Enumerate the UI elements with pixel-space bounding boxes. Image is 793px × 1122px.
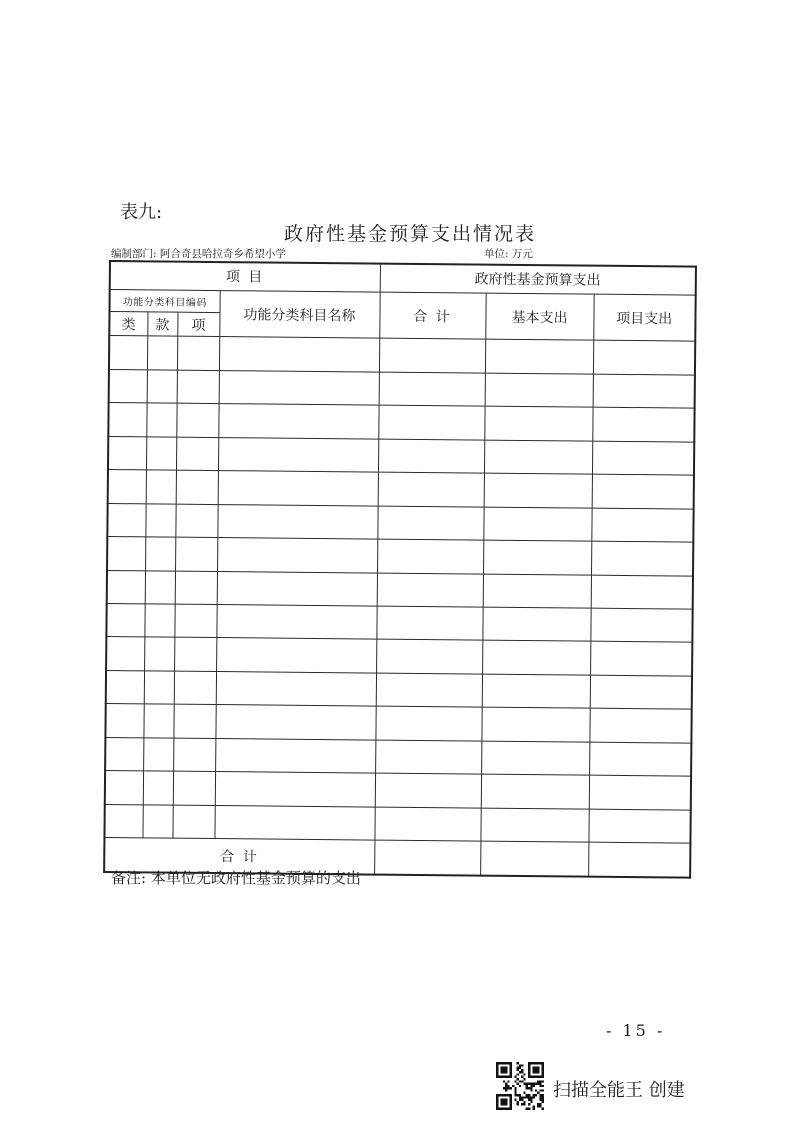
table-cell: [378, 472, 484, 506]
table-cell: [174, 638, 216, 672]
table-cell: [173, 738, 215, 772]
table-cell: [485, 340, 593, 374]
header-project: 项 目: [110, 261, 380, 292]
table-cell: [593, 341, 695, 375]
table-cell: [374, 807, 480, 841]
table-row: [105, 771, 691, 810]
table-cell: [174, 671, 216, 705]
table-cell: [177, 370, 219, 404]
table-cell: [378, 405, 484, 439]
table-cell: [375, 740, 481, 774]
table-cell: [143, 704, 173, 738]
table-row: [104, 804, 690, 843]
page-number: - 15 -: [606, 1021, 666, 1040]
table-row: [108, 403, 694, 442]
table-row: [106, 603, 692, 642]
table-row: [107, 503, 693, 542]
unit-label: 单位: 万元: [484, 248, 533, 260]
table-cell: [146, 470, 176, 504]
header-total: 合 计: [379, 292, 485, 340]
table-cell: [379, 339, 485, 373]
header-item: 项目支出: [593, 294, 695, 342]
table-cell: [216, 671, 376, 706]
table-cell: [173, 704, 215, 738]
table-cell: [147, 336, 177, 370]
table-cell: [591, 541, 693, 575]
table-cell: [147, 370, 177, 404]
table-cell: [377, 506, 483, 540]
table-cell: [219, 337, 379, 372]
table-cell: [589, 742, 691, 776]
table-cell: [217, 504, 377, 539]
table-cell: [376, 606, 482, 640]
table-cell: [176, 470, 218, 504]
table-cell: [108, 436, 146, 470]
budget-table: [103, 260, 695, 879]
total-label: 合 计: [104, 837, 374, 874]
table-cell: [217, 538, 377, 573]
header-budget: 政府性基金预算支出: [380, 264, 696, 295]
table-cell: [143, 738, 173, 772]
table-cell: [145, 570, 175, 604]
table-cell: [145, 504, 175, 538]
table-cell: [144, 604, 174, 638]
header-lei: 类: [109, 312, 147, 337]
table-cell: [174, 604, 216, 638]
table-cell: [146, 403, 176, 437]
table-cell: [105, 771, 143, 805]
table-cell: [218, 471, 378, 506]
table-cell: [173, 771, 215, 805]
table-cell: [481, 707, 589, 741]
table-cell: [588, 842, 690, 877]
table-cell: [107, 570, 145, 604]
remark-note: 备注: 本单位无政府性基金预算的支出: [111, 869, 361, 887]
table-cell: [214, 805, 374, 840]
table-cell: [106, 670, 144, 704]
table-cell: [590, 608, 692, 642]
table-cell: [379, 372, 485, 406]
table-cell: [107, 503, 145, 537]
table-cell: [175, 571, 217, 605]
table-cell: [374, 840, 480, 876]
header-name: 功能分类科目名称: [219, 290, 379, 338]
table-cell: [484, 440, 592, 474]
table-row: [108, 470, 694, 509]
table-cell: [590, 642, 692, 676]
table-row: [105, 737, 691, 776]
table-row: [106, 670, 692, 709]
table-cell: [378, 439, 484, 473]
table-cell: [483, 574, 591, 608]
table-cell: [142, 804, 172, 838]
table-cell: [483, 507, 591, 541]
table-cell: [483, 540, 591, 574]
table-row: [107, 537, 693, 576]
table-cell: [481, 774, 589, 808]
table-cell: [375, 773, 481, 807]
table-cell: [591, 508, 693, 542]
table-cell: [376, 673, 482, 707]
table-cell: [215, 705, 375, 740]
table-cell: [482, 607, 590, 641]
table-cell: [482, 674, 590, 708]
table-cell: [109, 336, 147, 370]
table-cell: [216, 638, 376, 673]
table-cell: [484, 406, 592, 440]
table-cell: [145, 537, 175, 571]
table-cell: [485, 373, 593, 407]
header-kuan: 款: [147, 312, 177, 337]
header-xiang: 项: [177, 312, 219, 337]
table-cell: [589, 775, 691, 809]
table-cell: [592, 441, 694, 475]
table-cell: [376, 639, 482, 673]
department-label: 编制部门: 阿合奇县哈拉奇乡希望小学: [111, 248, 286, 260]
table-label: 表九:: [120, 202, 163, 223]
table-cell: [215, 772, 375, 807]
table-row: [109, 336, 695, 375]
table-cell: [216, 605, 376, 640]
table-cell: [215, 738, 375, 773]
table-cell: [105, 737, 143, 771]
table-cell: [177, 337, 219, 371]
table-row: [105, 704, 691, 743]
table-cell: [219, 370, 379, 405]
table-cell: [588, 809, 690, 843]
table-cell: [592, 407, 694, 441]
table-cell: [108, 470, 146, 504]
header-code: 功能分类科目编码: [110, 289, 220, 312]
table-cell: [105, 704, 143, 738]
table-cell: [591, 575, 693, 609]
table-cell: [108, 403, 146, 437]
table-cell: [589, 708, 691, 742]
table-cell: [377, 539, 483, 573]
table-cell: [218, 404, 378, 439]
table-row: [108, 436, 694, 475]
table-cell: [482, 640, 590, 674]
table-row: [106, 637, 692, 676]
table-cell: [481, 741, 589, 775]
table-row: [107, 570, 693, 609]
table-cell: [176, 437, 218, 471]
table-cell: [217, 571, 377, 606]
page-title: 政府性基金预算支出情况表: [284, 223, 537, 245]
scanner-watermark: 扫描全能王 创建: [553, 1080, 685, 1101]
table-cell: [107, 537, 145, 571]
qr-code-icon: [496, 1062, 544, 1110]
table-cell: [593, 374, 695, 408]
table-row: [109, 369, 695, 408]
table-cell: [146, 437, 176, 471]
table-cell: [144, 637, 174, 671]
table-cell: [590, 675, 692, 709]
table-cell: [172, 805, 214, 839]
header-basic: 基本支出: [485, 293, 593, 341]
table-cell: [218, 437, 378, 472]
table-cell: [592, 474, 694, 508]
table-cell: [143, 771, 173, 805]
table-cell: [175, 537, 217, 571]
table-cell: [484, 473, 592, 507]
table-cell: [106, 637, 144, 671]
table-cell: [377, 573, 483, 607]
table-cell: [109, 369, 147, 403]
table-cell: [480, 808, 588, 842]
table-cell: [175, 504, 217, 538]
table-cell: [104, 804, 142, 838]
table-cell: [176, 403, 218, 437]
table-cell: [375, 706, 481, 740]
table-cell: [144, 671, 174, 705]
table-cell: [106, 603, 144, 637]
table-cell: [480, 841, 588, 877]
